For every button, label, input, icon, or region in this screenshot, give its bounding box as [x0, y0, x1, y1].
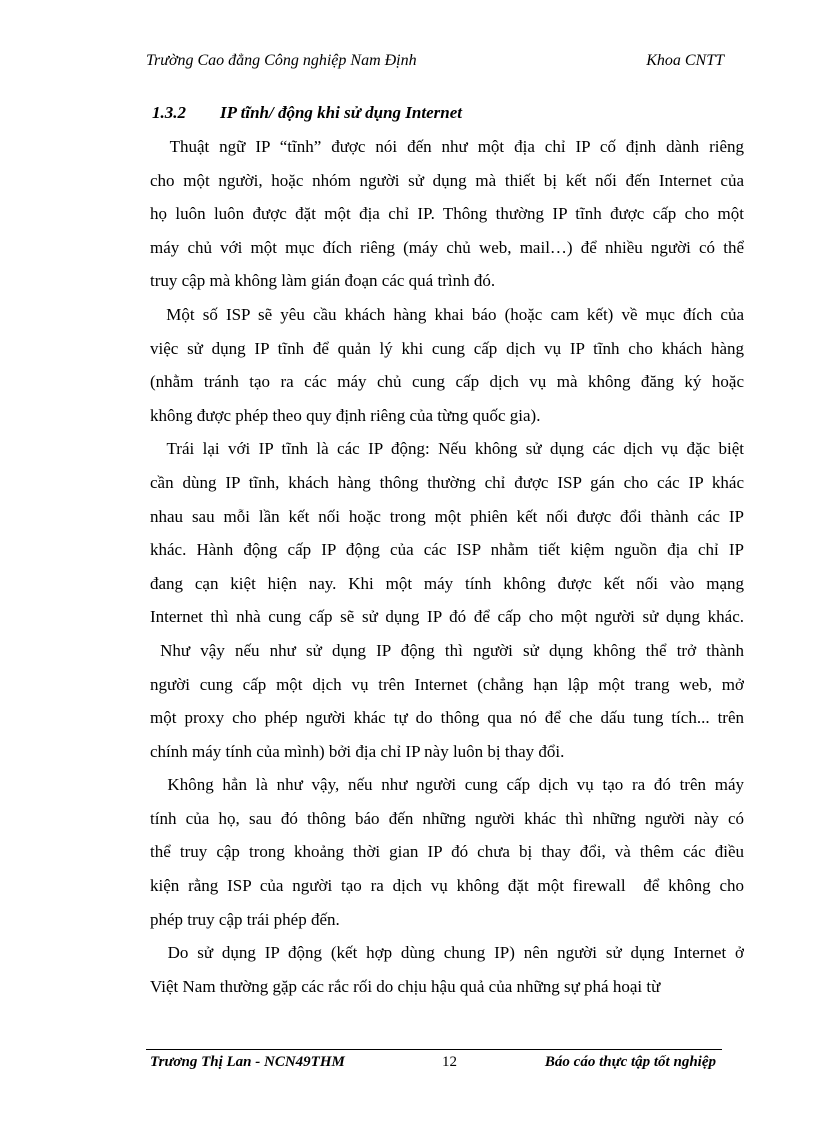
text-line: phép truy cập trái phép đến. [150, 909, 340, 929]
text-line: họ luôn luôn được đặt một địa chỉ IP. Thông thường IP tĩnh được cấp cho một [150, 204, 744, 224]
footer-report-title: Báo cáo thực tập tốt nghiệp [544, 1054, 716, 1070]
text-line: một proxy cho phép người khác tự do thông qua nó để che dấu tung tích... trên [150, 708, 744, 728]
text-line: thể truy cập trong khoảng thời gian IP đó chưa bị thay đổi, và thêm các điều [150, 842, 744, 862]
text-line: người cung cấp một dịch vụ trên Internet (chẳng hạn lập một trang web, mở [150, 674, 744, 694]
text-line: đang cạn kiệt hiện nay. Khi một máy tính không được kết nối vào mạng [150, 573, 744, 593]
text-line: cho một người, hoặc nhóm người sử dụng mà thiết bị kết nối đến Internet của [150, 170, 744, 190]
page-footer [150, 1054, 716, 1076]
text-line: máy chủ với một mục đích riêng (máy chủ web, mail…) để nhiều người có thể [150, 237, 744, 257]
header-school-name: Trường Cao đẳng Công nghiệp Nam Định [146, 52, 417, 69]
text-line: Như vậy nếu như sử dụng IP động thì người sử dụng không thể trở thành [150, 640, 744, 660]
body-text [150, 130, 744, 1003]
footer-author: Trương Thị Lan - NCN49THM [150, 1054, 345, 1070]
text-line: (nhằm tránh tạo ra các máy chủ cung cấp dịch vụ mà không đăng ký hoặc [150, 372, 744, 392]
text-line: Một số ISP sẽ yêu cầu khách hàng khai báo (hoặc cam kết) về mục đích của [150, 304, 744, 324]
page-number: 12 [442, 1054, 457, 1070]
text-line: Do sử dụng IP động (kết hợp dùng chung IP) nên người sử dụng Internet ở [150, 943, 744, 963]
paragraph [150, 936, 744, 1003]
text-line: Thuật ngữ IP “tĩnh” được nói đến như một địa chỉ IP cố định dành riêng [150, 137, 744, 156]
text-line: nhau sau mỗi lần kết nối hoặc trong một phiên kết nối được đổi thành các IP [150, 506, 744, 526]
page-header [146, 52, 724, 74]
paragraph [150, 768, 744, 936]
text-line: tính của họ, sau đó thông báo đến những người khác thì những người này có [150, 808, 744, 828]
text-line: chính máy tính của mình) bởi địa chỉ IP này luôn bị thay đổi. [150, 741, 565, 761]
text-line: kiện rằng ISP của người tạo ra dịch vụ không đặt một firewall để không cho [150, 876, 744, 896]
section-title: IP tĩnh/ động khi sử dụng Internet [220, 103, 462, 122]
section-heading [152, 103, 462, 123]
text-line: Internet thì nhà cung cấp sẽ sử dụng IP đó để cấp cho một người sử dụng khác. [150, 607, 744, 627]
text-line: truy cập mà không làm gián đoạn các quá trình đó. [150, 271, 496, 291]
text-line: Việt Nam thường gặp các rắc rối do chịu hậu quả của những sự phá hoại từ [150, 976, 661, 996]
text-line: việc sử dụng IP tĩnh để quản lý khi cung cấp dịch vụ IP tĩnh cho khách hàng [150, 338, 744, 358]
text-line: không được phép theo quy định riêng của từng quốc gia). [150, 405, 541, 425]
header-department: Khoa CNTT [646, 52, 724, 69]
paragraph [150, 432, 744, 768]
footer-divider [146, 1049, 722, 1050]
paragraph [150, 298, 744, 432]
text-line: cần dùng IP tĩnh, khách hàng thông thường chỉ được ISP gán cho các IP khác [150, 472, 744, 492]
paragraph [150, 130, 744, 298]
text-line: Trái lại với IP tĩnh là các IP động: Nếu không sử dụng các dịch vụ đặc biệt [150, 439, 744, 459]
text-line: khác. Hành động cấp IP động của các ISP nhằm tiết kiệm nguồn địa chỉ IP [150, 540, 744, 560]
section-number: 1.3.2 [152, 103, 186, 122]
text-line: Không hẳn là như vậy, nếu như người cung cấp dịch vụ tạo ra đó trên máy [150, 775, 744, 795]
